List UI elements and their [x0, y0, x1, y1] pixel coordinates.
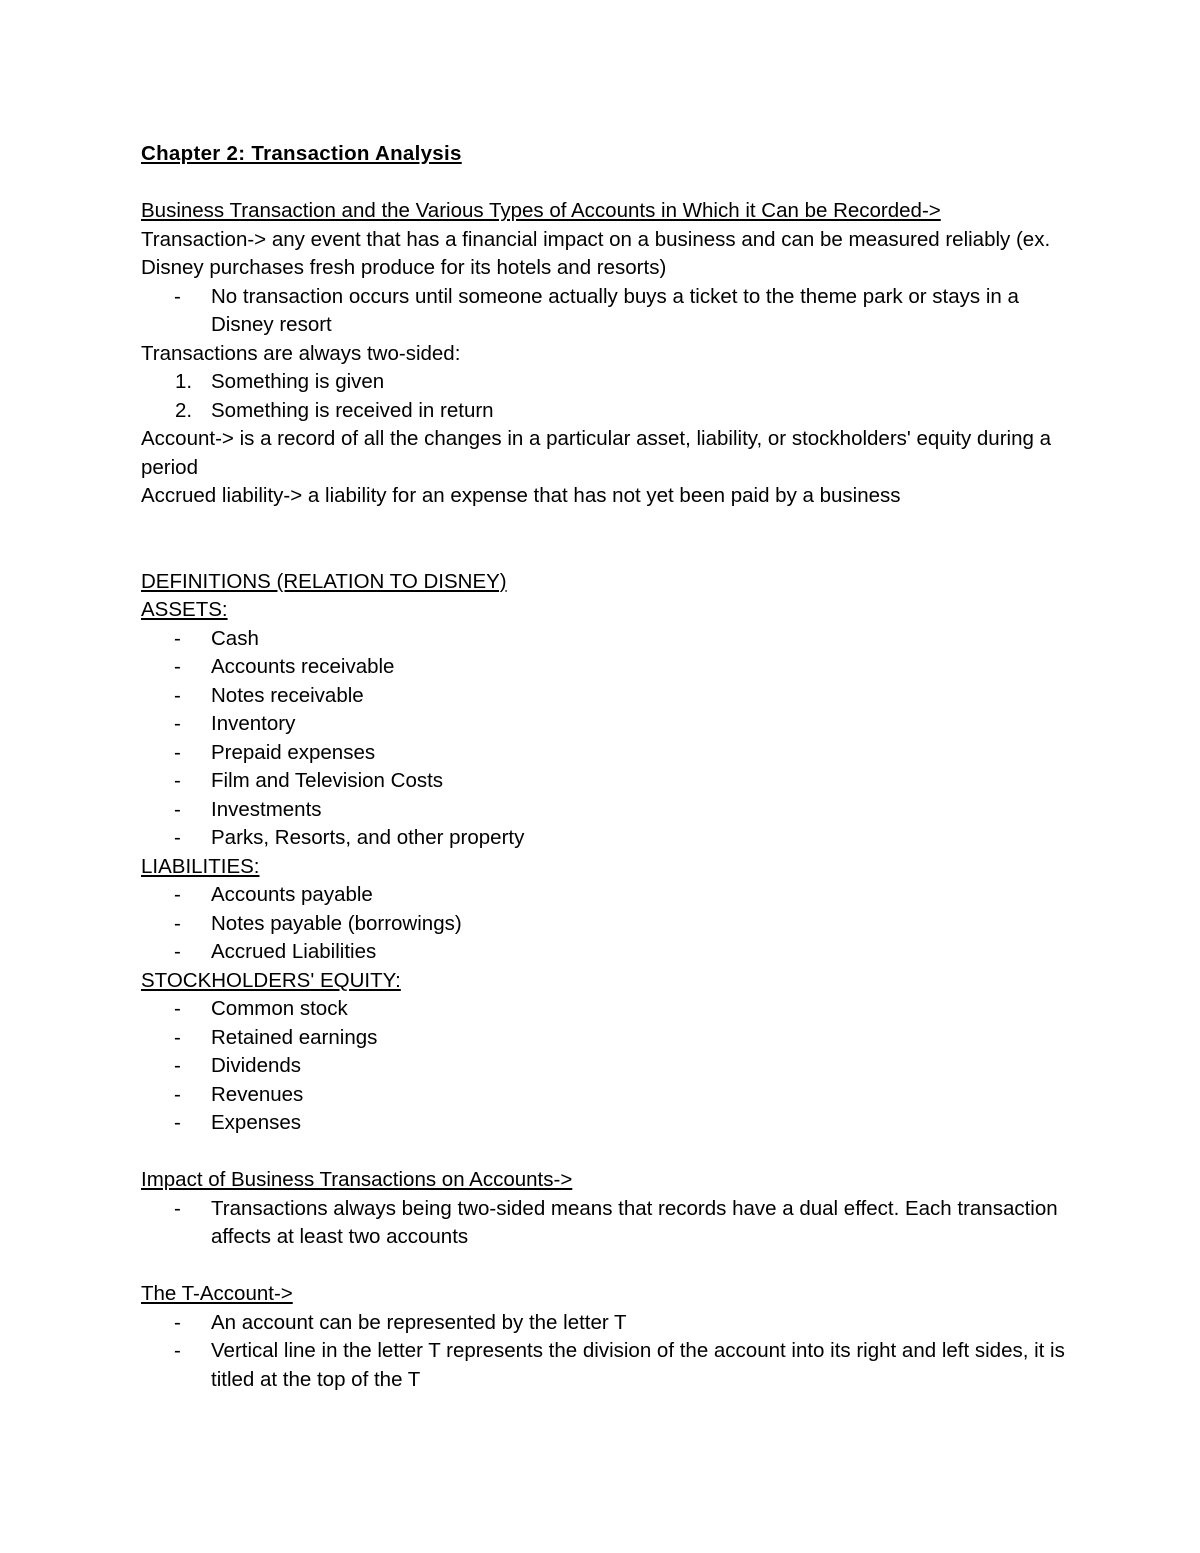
section-heading-t-account: The T-Account->	[141, 1282, 293, 1305]
list-item: - Film and Television Costs	[174, 769, 444, 792]
accrued-liability-definition: Accrued liability-> a liability for an expense that has not yet been paid by a business	[141, 484, 901, 507]
dash-bullet: -	[174, 284, 181, 308]
assets-heading: ASSETS:	[141, 598, 228, 621]
equity-heading: STOCKHOLDERS' EQUITY:	[141, 968, 401, 992]
numbered-item-2: 2. Something is received in return	[141, 397, 1071, 426]
page-title: Chapter 2: Transaction Analysis	[141, 142, 462, 165]
list-item: - Notes receivable	[174, 683, 364, 707]
section-heading-impact: Impact of Business Transactions on Accounts->	[141, 1168, 573, 1191]
list-item: - Retained earnings	[174, 1025, 378, 1049]
number-marker: 2.	[175, 398, 193, 422]
list-item: - Vertical line in the letter T represents the division of the account into its right and left sides, it is titled at the top of the T	[174, 1339, 1065, 1391]
numbered-item-1: 1. Something is given	[141, 368, 1071, 397]
number-marker: 1.	[175, 370, 193, 393]
transaction-definition: Transaction-> any event that has a financial impact on a business and can be measured reliably (ex. Disney purchases fresh produce for its hotels and resorts)	[141, 227, 1051, 279]
list-item: - Notes payable (borrowings)	[174, 911, 462, 935]
list-item: - Expenses	[174, 1111, 302, 1134]
two-sided-intro: Transactions are always two-sided:	[141, 341, 461, 365]
list-item: - Common stock	[174, 997, 348, 1020]
list-item: - Accrued Liabilities	[174, 940, 377, 963]
list-item: - Revenues	[174, 1082, 304, 1106]
document-body	[141, 140, 1071, 1394]
list-item: - Accounts receivable	[174, 655, 395, 678]
list-item: - No transaction occurs until someone actually buys a ticket to the theme park or stays in a Disney resort	[174, 284, 1019, 336]
list-item: - An account can be represented by the letter T	[174, 1310, 627, 1334]
list-item: - Dividends	[174, 1054, 302, 1077]
list-item: - Inventory	[174, 712, 296, 735]
liabilities-heading: LIABILITIES:	[141, 854, 260, 878]
list-item: - Cash	[174, 626, 259, 650]
list-item: - Parks, Resorts, and other property	[174, 826, 525, 849]
list-item: - Accounts payable	[174, 883, 373, 906]
account-definition: Account-> is a record of all the changes in a particular asset, liability, or stockholders' equity during a period	[141, 427, 1051, 479]
section-heading-definitions: DEFINITIONS (RELATION TO DISNEY)	[141, 569, 507, 593]
list-item: - Transactions always being two-sided means that records have a dual effect. Each transaction affects at least two accounts	[174, 1196, 1058, 1248]
list-item: - Investments	[174, 797, 322, 821]
section-heading-business-transaction: Business Transaction and the Various Types of Accounts in Which it Can be Recorded->	[141, 199, 941, 222]
list-item: - Prepaid expenses	[174, 740, 376, 764]
